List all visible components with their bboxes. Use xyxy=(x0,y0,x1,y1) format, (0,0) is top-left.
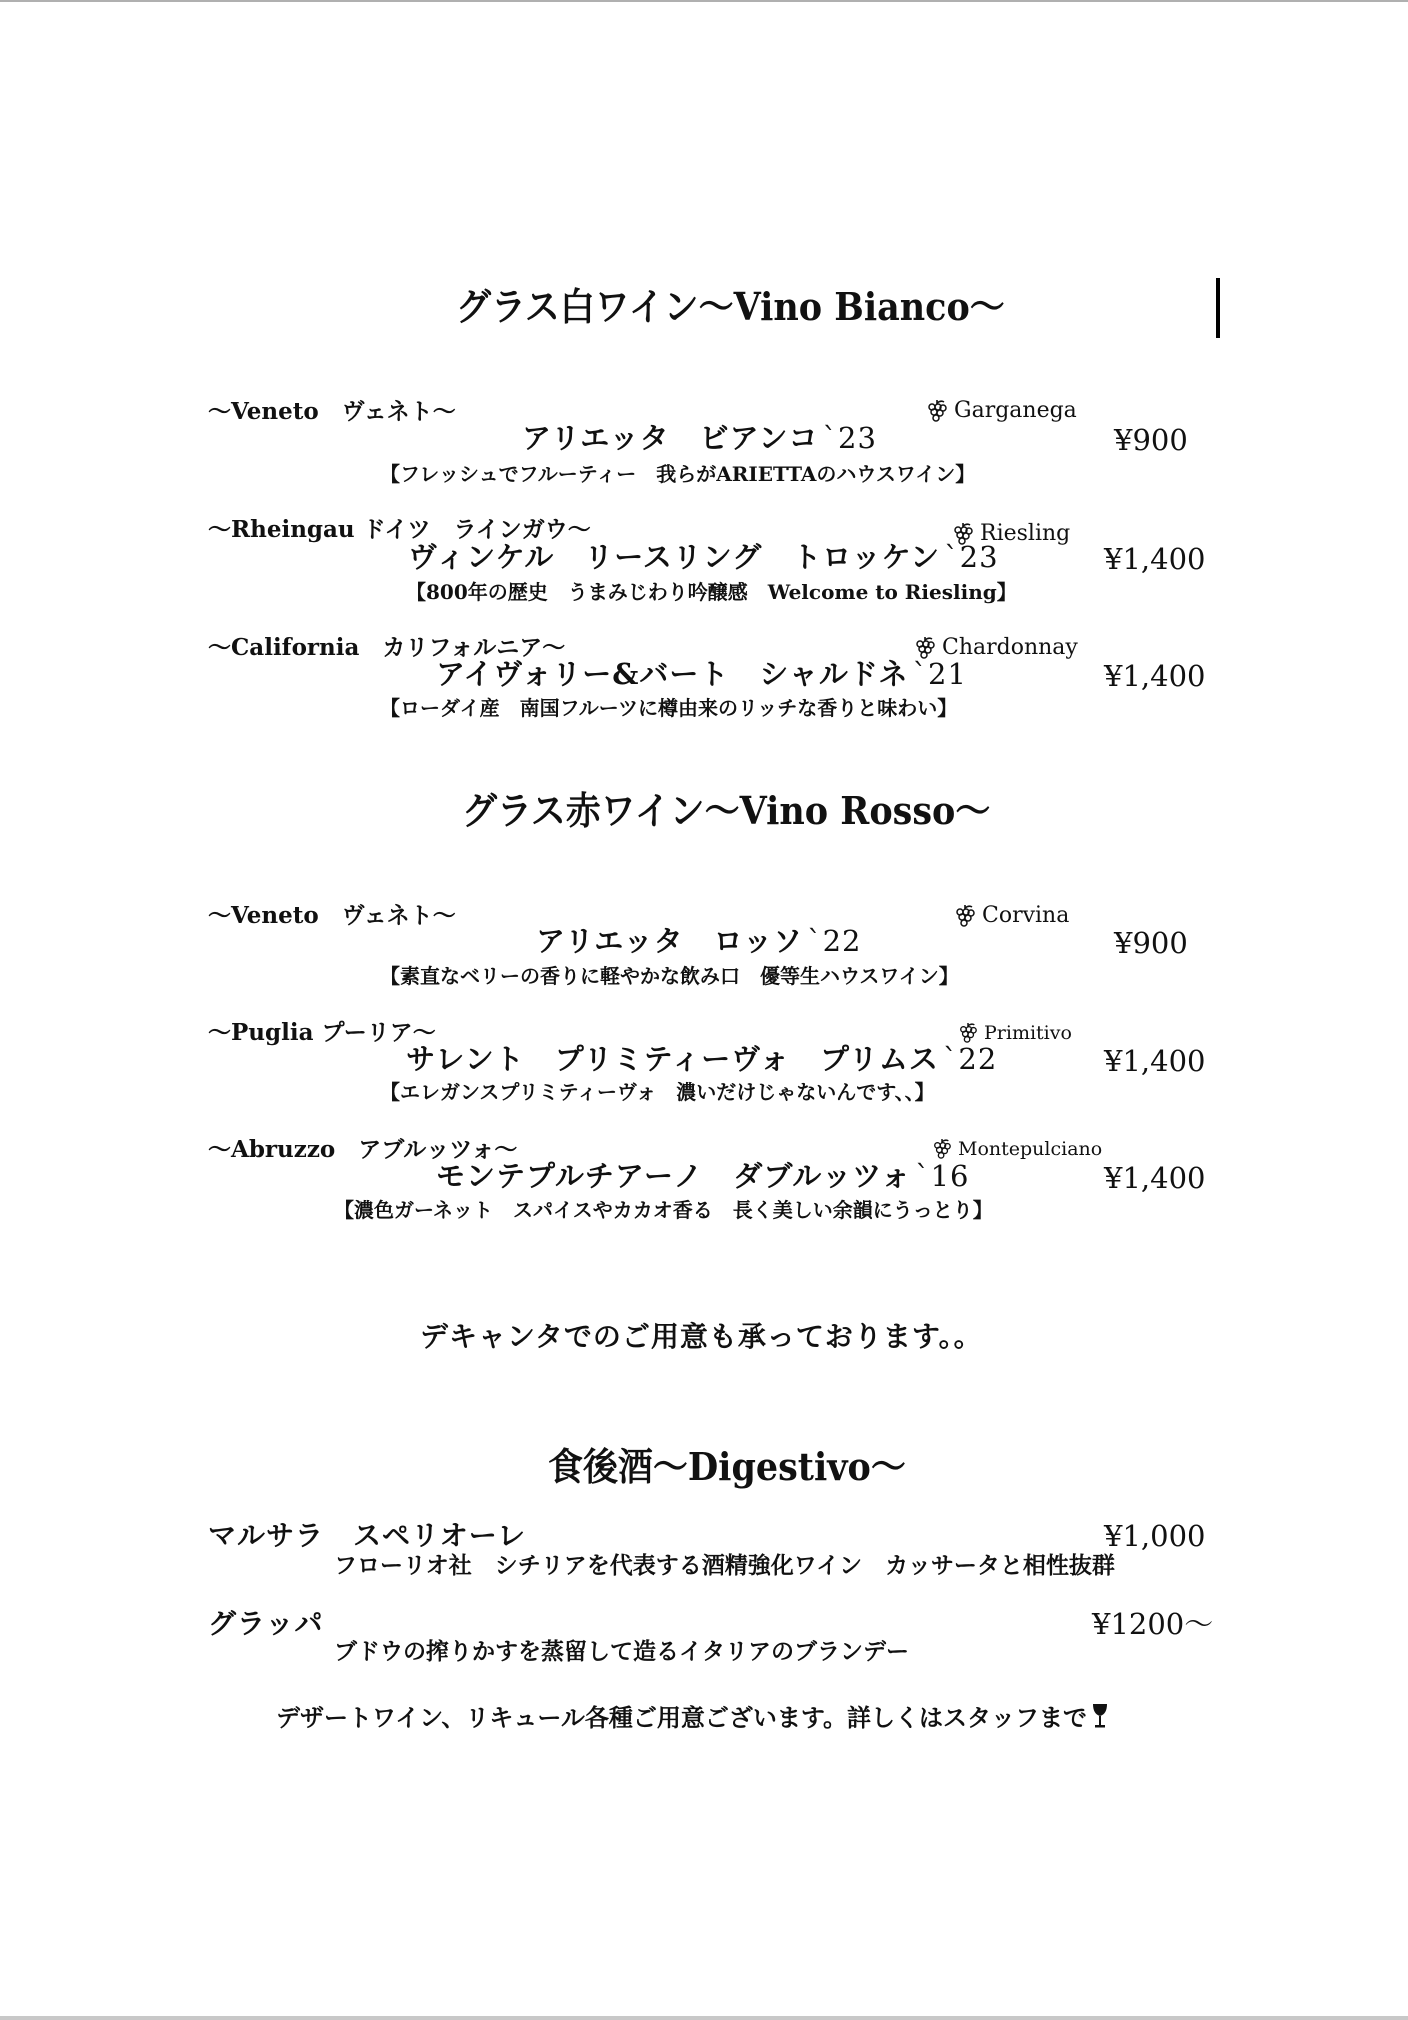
wine-description: 【ローダイ産 南国フルーツに樽由来のリッチな香りと味わい】 xyxy=(380,696,958,720)
wine-name-text: サレント プリミティーヴォ プリムス xyxy=(406,1042,939,1076)
wine-region: 〜Veneto ヴェネト〜 xyxy=(208,398,456,425)
digestivo-name: マルサラ スペリオーレ xyxy=(208,1519,527,1552)
white-section-title: グラス白ワイン〜Vino Bianco〜 xyxy=(456,284,1005,329)
wine-vintage: `22 xyxy=(942,1042,998,1076)
wine-price: ¥900 xyxy=(1114,926,1188,960)
wine-name-text: アリエッタ ロッソ xyxy=(536,924,804,958)
grape-icon xyxy=(926,399,948,423)
wine-glass-icon xyxy=(1091,1702,1109,1730)
grape-name: Primitivo xyxy=(984,1021,1072,1044)
grape-icon xyxy=(932,1138,952,1160)
digestivo-description: ブドウの搾りかすを蒸留して造るイタリアのブランデー xyxy=(334,1638,909,1665)
grape-name: Garganega xyxy=(954,398,1077,423)
grape-name: Chardonnay xyxy=(942,635,1078,660)
wine-price: ¥1,400 xyxy=(1104,542,1206,576)
grape-variety xyxy=(926,399,1077,423)
wine-name xyxy=(536,924,862,958)
digestivo-name: グラッパ xyxy=(208,1607,324,1640)
wine-name-text: アリエッタ ビアンコ xyxy=(522,421,819,455)
digestivo-section-title: 食後酒〜Digestivo〜 xyxy=(548,1444,906,1489)
wine-price: ¥1,400 xyxy=(1104,659,1206,693)
wine-name xyxy=(436,657,967,691)
wine-name-text: モンテプルチアーノ ダブルッツォ xyxy=(436,1159,912,1193)
wine-vintage: `21 xyxy=(912,657,967,691)
grape-icon xyxy=(954,904,976,928)
wine-region: 〜Puglia プーリア〜 xyxy=(208,1019,436,1046)
wine-name xyxy=(436,1159,970,1193)
wine-price: ¥900 xyxy=(1114,423,1188,457)
grape-name: Corvina xyxy=(982,903,1070,928)
red-section-title: グラス赤ワイン〜Vino Rosso〜 xyxy=(462,788,991,833)
wine-name xyxy=(408,540,999,574)
wine-region: 〜Veneto ヴェネト〜 xyxy=(208,902,456,929)
grape-icon xyxy=(958,1022,978,1044)
wine-description: 【800年の歴史 うまみじわり吟醸感 Welcome to Riesling】 xyxy=(406,580,1017,604)
grape-name: Riesling xyxy=(980,521,1071,546)
wine-vintage: `23 xyxy=(944,540,999,574)
footer-note xyxy=(276,1702,1109,1730)
grape-variety xyxy=(958,1022,1072,1044)
wine-description: 【エレガンスプリミティーヴォ 濃いだけじゃないんです、、】 xyxy=(380,1080,935,1104)
grape-variety xyxy=(932,1138,1102,1160)
wine-region: 〜Abruzzo アブルッツォ〜 xyxy=(208,1136,518,1163)
top-border xyxy=(0,0,1408,2)
text-cursor xyxy=(1216,278,1220,338)
digestivo-description: フローリオ社 シチリアを代表する酒精強化ワイン カッサータと相性抜群 xyxy=(334,1552,1115,1579)
wine-name xyxy=(522,421,877,455)
wine-price: ¥1,400 xyxy=(1104,1161,1206,1195)
decanter-notice: デキャンタでのご用意も承っております。。 xyxy=(420,1320,983,1353)
digestivo-price: ¥1,000 xyxy=(1104,1519,1206,1553)
wine-vintage: `23 xyxy=(822,421,877,455)
wine-region: 〜California カリフォルニア〜 xyxy=(208,634,566,661)
wine-name xyxy=(406,1042,998,1076)
wine-description: 【フレッシュでフルーティー 我らがARIETTAのハウスワイン】 xyxy=(380,462,976,486)
footer-text: デザートワイン、リキュール各種ご用意ございます。詳しくはスタッフまで xyxy=(276,1703,1087,1732)
wine-vintage: `16 xyxy=(915,1159,970,1193)
wine-region: 〜Rheingau ドイツ ラインガウ〜 xyxy=(208,516,591,543)
grape-name: Montepulciano xyxy=(958,1137,1103,1160)
wine-description: 【濃色ガーネット スパイスやカカオ香る 長く美しい余韻にうっとり】 xyxy=(334,1198,993,1222)
grape-variety xyxy=(954,904,1069,928)
wine-name-text: アイヴォリー&バート シャルドネ xyxy=(436,657,909,691)
wine-price: ¥1,400 xyxy=(1104,1044,1206,1078)
bottom-border xyxy=(0,2016,1408,2020)
wine-name-text: ヴィンケル リースリング トロッケン xyxy=(408,540,941,574)
wine-vintage: `22 xyxy=(807,924,862,958)
wine-description: 【素直なベリーの香りに軽やかな飲み口 優等生ハウスワイン】 xyxy=(380,964,959,988)
digestivo-price: ¥1200〜 xyxy=(1092,1607,1214,1641)
